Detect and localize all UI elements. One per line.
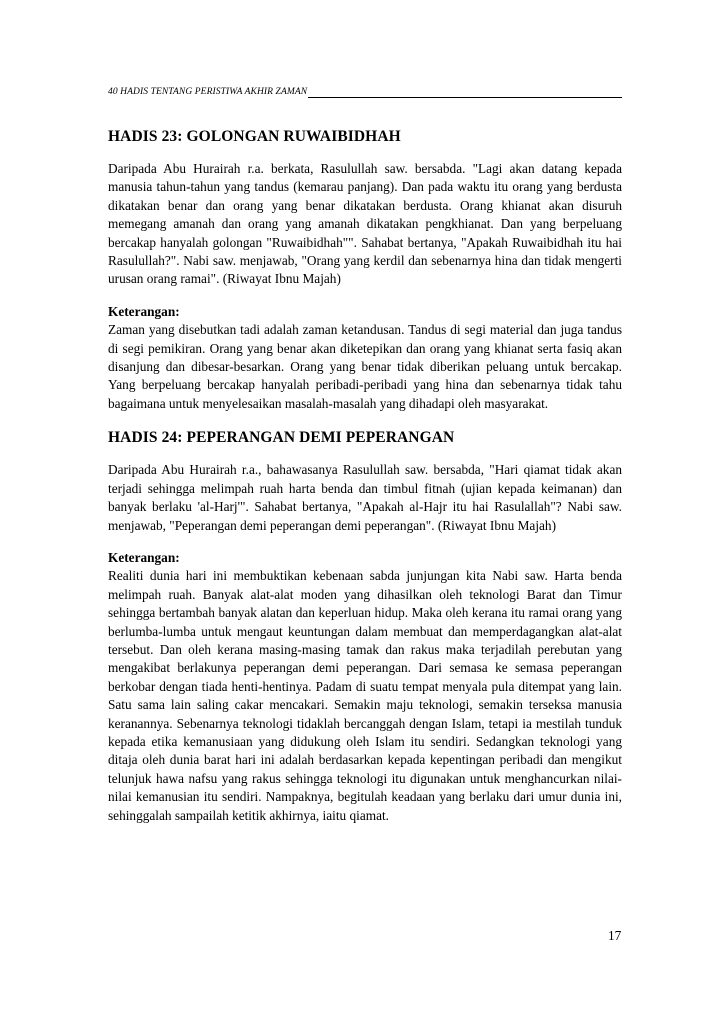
explanation-title: Keterangan:: [108, 549, 180, 565]
page-number: 17: [608, 928, 622, 943]
hadith-text: Daripada Abu Hurairah r.a., bahawasanya Rasulullah saw. bersabda, "Hari qiamat tidak akan terjadi sehingga melimpah ruah harta benda dan timbul fitnah (ujian kepada keimanan) dan banyak berlaku 'al-Harj'". Sahabat bertanya, "Apakah al-Hajr itu hai Rasulallah"? Nabi saw. menjawab, "Peperangan demi peperangan demi peperangan". (Riwayat Ibnu Majah): [108, 462, 622, 533]
hadis-24-section: [108, 429, 622, 825]
section-heading: HADIS 23: GOLONGAN RUWAIBIDHAH: [108, 128, 401, 145]
running-header: [108, 86, 622, 98]
explanation-title: Keterangan:: [108, 303, 180, 319]
explanation-block: [108, 303, 622, 413]
explanation-block: [108, 549, 622, 825]
section-heading: HADIS 24: PEPERANGAN DEMI PEPERANGAN: [108, 429, 455, 447]
page-content: [108, 128, 622, 825]
running-header-title: 40 HADIS TENTANG PERISTIWA AKHIR ZAMAN: [108, 87, 308, 97]
hadith-text: Daripada Abu Hurairah r.a. berkata, Rasulullah saw. bersabda. "Lagi akan datang kepada manusia tahun-tahun yang tandus (kemarau panjang). Dan pada waktu itu orang yang berdusta dikatakan benar dan orang yang benar dikatakan berdusta. Orang khianat akan disuruh memegang amanah dan orang yang amanah dikatakan pengkhianat. Dan yang berpeluang bercakap hanyalah golongan "Ruwaibidhah"". Sahabat bertanya, "Apakah Ruwaibidhah itu hai Rasulullah?". Nabi saw. menjawab, "Orang yang kerdil dan sebenarnya hina dan tidak mengerti urusan orang ramai". (Riwayat Ibnu Majah): [108, 161, 622, 287]
hadis-23-section: [108, 128, 622, 413]
explanation-text: Realiti dunia hari ini membuktikan kebenaan sabda junjungan kita Nabi saw. Harta benda melimpah ruah. Banyak alat-alat moden yang dihasilkan oleh teknologi Barat dan Timur sehingga bertambah banyak alatan dan keperluan hidup. Maka oleh kerana itu ramai orang yang berlumba-lumba untuk mengaut keuntungan dalam membuat dan memperdagangkan alat-alat tersebut. Dan oleh kerana masing-masing tamak dan rakus maka terjadilah perebutan yang mengakibat berlakunya peperangan demi peperangan. Dari semasa ke semasa peperangan berkobar dengan tiada henti-hentinya. Padam di suatu tempat menyala pula ditempat yang lain. Satu sama lain saling cakar mencakari. Semakin maju teknologi, semakin terseksa manusia keranannya. Sebenarnya teknologi tidaklah bercanggah dengan Islam, tetapi ia mestilah tunduk kepada etika kemanusiaan yang didukung oleh Islam itu sendiri. Sedangkan teknologi yang ditaja oleh dunia barat hari ini adalah berdasarkan kepada kepentingan peribadi dan mengikut telunjuk hawa nafsu yang rakus sehingga teknologi itu digunakan untuk menghancurkan nilai-nilai kemanusian itu sendiri. Nampaknya, begitulah keadaan yang berlaku dari umur dunia ini, sehinggalah sampailah ketitik akhirnya, iaitu qiamat.: [108, 568, 622, 823]
header-rule: [308, 87, 622, 98]
explanation-text: Zaman yang disebutkan tadi adalah zaman ketandusan. Tandus di segi material dan juga tandus di segi pemikiran. Orang yang benar akan diketepikan dan orang yang khianat serta fasiq akan disanjung dan dibesar-besarkan. Orang yang benar tidak diberikan peluang untuk bercakap. Yang berpeluang bercakap hanyalah peribadi-peribadi yang hina dan sebenarnya tidak tahu bagaimana untuk menyelesaikan masalah-masalah yang dihadapi oleh masyarakat.: [108, 322, 622, 411]
